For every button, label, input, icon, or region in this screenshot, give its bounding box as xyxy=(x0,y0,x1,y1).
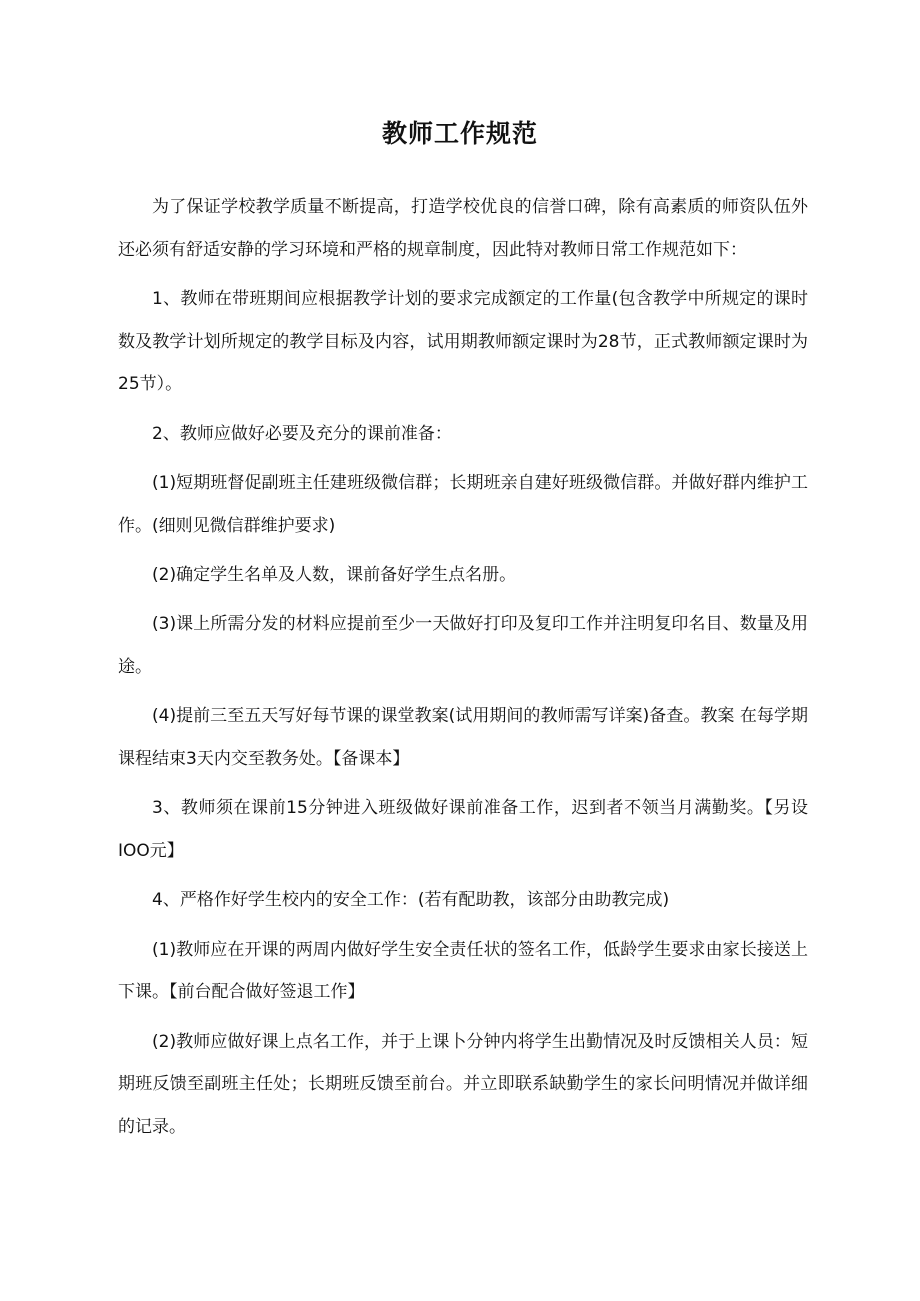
paragraph-item-2-3-materials: (3)课上所需分发的材料应提前至少一天做好打印及复印工作并注明复印名目、数量及用途。 xyxy=(118,614,808,677)
paragraph-item-1-workload: 1、教师在带班期间应根据教学计划的要求完成额定的工作量(包含教学中所规定的课时数及教学计划所规定的教学目标及内容，试用期教师额定课时为28节，正式教师额定课时为25节）。 xyxy=(118,289,808,395)
paragraph-intro: 为了保证学校教学质量不断提高，打造学校优良的信誉口碑，除有高素质的师资队伍外还必须有舒适安静的学习环境和严格的规章制度，因此特对教师日常工作规范如下： xyxy=(118,197,808,260)
document-title: 教师工作规范 xyxy=(381,119,538,148)
paragraph-item-4-safety: 4、严格作好学生校内的安全工作：(若有配助教，该部分由助教完成) xyxy=(152,890,670,911)
paragraph-item-2-4-lesson-plan: (4)提前三至五天写好每节课的课堂教案(试用期间的教师需写详案)备查。教案 在每学期课程结束3天内交至教务处。【备课本】 xyxy=(118,706,808,769)
paragraph-item-3-punctuality: 3、教师须在课前15分钟进入班级做好课前准备工作，迟到者不领当月满勤奖。【另设IOO元】 xyxy=(118,798,808,861)
paragraph-item-2-1-wechat-group: (1)短期班督促副班主任建班级微信群；长期班亲自建好班级微信群。并做好群内维护工作。(细则见微信群维护要求) xyxy=(118,473,808,536)
paragraph-item-2-preparation: 2、教师应做好必要及充分的课前准备： xyxy=(152,423,452,444)
paragraph-item-4-1-safety-agreement: (1)教师应在开课的两周内做好学生安全责任状的签名工作，低龄学生要求由家长接送上下课。【前台配合做好签退工作】 xyxy=(118,939,808,1003)
paragraph-item-4-2-attendance: (2)教师应做好课上点名工作，并于上课卜分钟内将学生出勤情况及时反馈相关人员：短期班反馈至副班主任处；长期班反馈至前台。并立即联系缺勤学生的家长问明情况并做详细的记录。 xyxy=(118,1031,808,1137)
document-body xyxy=(118,186,808,1155)
paragraph-item-2-2-roster: (2)确定学生名单及人数，课前备好学生点名册。 xyxy=(152,565,517,585)
